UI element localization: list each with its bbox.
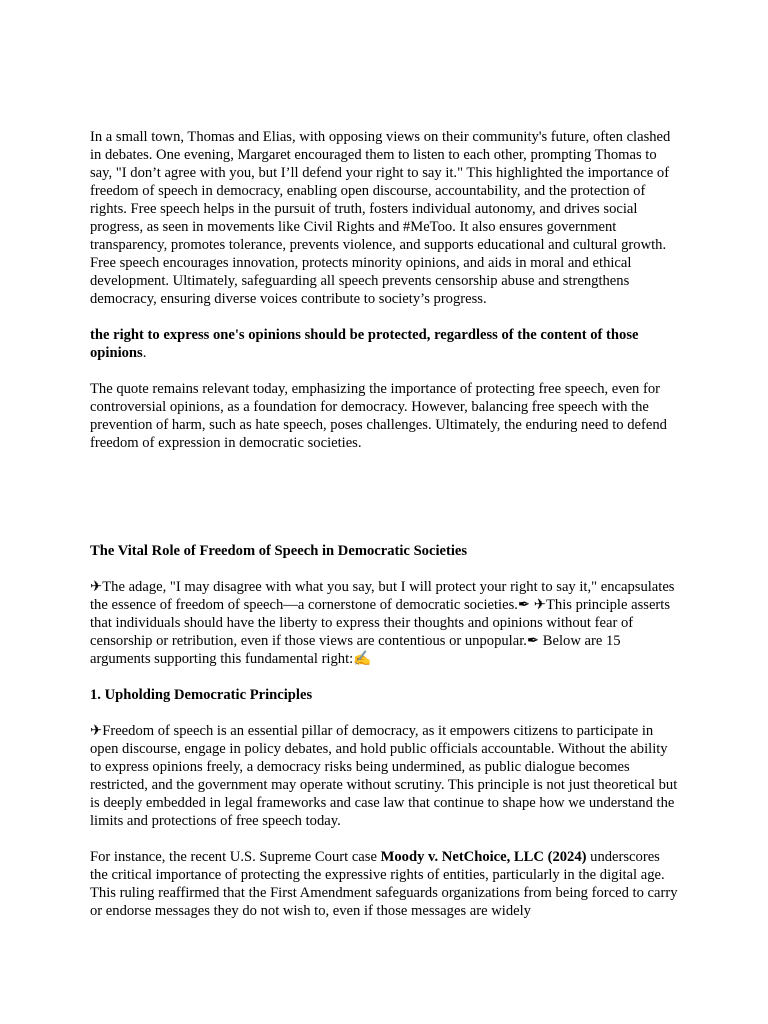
key-statement-bold: the right to express one's opinions should be protected, regardless of the content of those opinions xyxy=(90,327,639,361)
document-page xyxy=(90,128,678,920)
essay-opening-paragraph: ✈The adage, "I may disagree with what you say, but I will protect your right to say it," encapsulates the essence of freedom of speech—a cornerstone of democratic societies.✒ ✈This principle asserts that individuals should have the liberty to express their thoughts and opinions without fear of censorship or retribution, even if those views are contentious or unpopular.✒ Below are 15 arguments supporting this fundamental right:✍ xyxy=(90,579,675,667)
key-statement-end: . xyxy=(142,345,147,361)
key-statement xyxy=(90,326,678,362)
section-1-paragraph: ✈Freedom of speech is an essential pillar of democracy, as it empowers citizens to participate in open discourse, engage in policy debates, and hold public officials accountable. Without the ability to express opinions freely, a democracy risks being undermined, as public dialogue becomes restricted, and the government may operate without scrutiny. This principle is not just theoretical but is deeply embedded in legal frameworks and case law that continue to shape how we understand the limits and protections of free speech today. xyxy=(90,723,678,829)
essay-title: The Vital Role of Freedom of Speech in Democratic Societies xyxy=(90,543,468,559)
intro-paragraph: In a small town, Thomas and Elias, with opposing views on their community's future, often clashed in debates. One evening, Margaret encouraged them to listen to each other, prompting Thomas to say, "I don’t agree with you, but I’ll defend your right to say it." This highlighted the importance of freedom of speech in democracy, enabling open discourse, accountability, and the protection of rights. Free speech helps in the pursuit of truth, fosters individual autonomy, and drives social progress, as seen in movements like Civil Rights and #MeToo. It also ensures government transparency, promotes tolerance, prevents violence, and supports educational and cultural growth. Free speech encourages innovation, protects minority opinions, and aids in moral and ethical development. Ultimately, safeguarding all speech prevents censorship abuse and strengthens democracy, ensuring diverse voices contribute to society’s progress. xyxy=(90,129,671,307)
case-paragraph xyxy=(90,848,678,920)
case-intro-text: For instance, the recent U.S. Supreme Court case xyxy=(90,849,381,865)
section-heading-1: 1. Upholding Democratic Principles xyxy=(90,687,313,703)
case-name: Moody v. NetChoice, LLC (2024) xyxy=(380,849,587,865)
relevance-paragraph: The quote remains relevant today, emphasizing the importance of protecting free speech, even for controversial opinions, as a foundation for democracy. However, balancing free speech with the prevention of harm, such as hate speech, poses challenges. Ultimately, the enduring need to defend freedom of expression in democratic societies. xyxy=(90,381,667,451)
case-text: underscores the critical importance of protecting the expressive rights of entities, particularly in the digital age. This ruling reaffirmed that the First Amendment safeguards organizations from being forced to carry or endorse messages they do not wish to, even if those messages are widely xyxy=(90,849,678,919)
